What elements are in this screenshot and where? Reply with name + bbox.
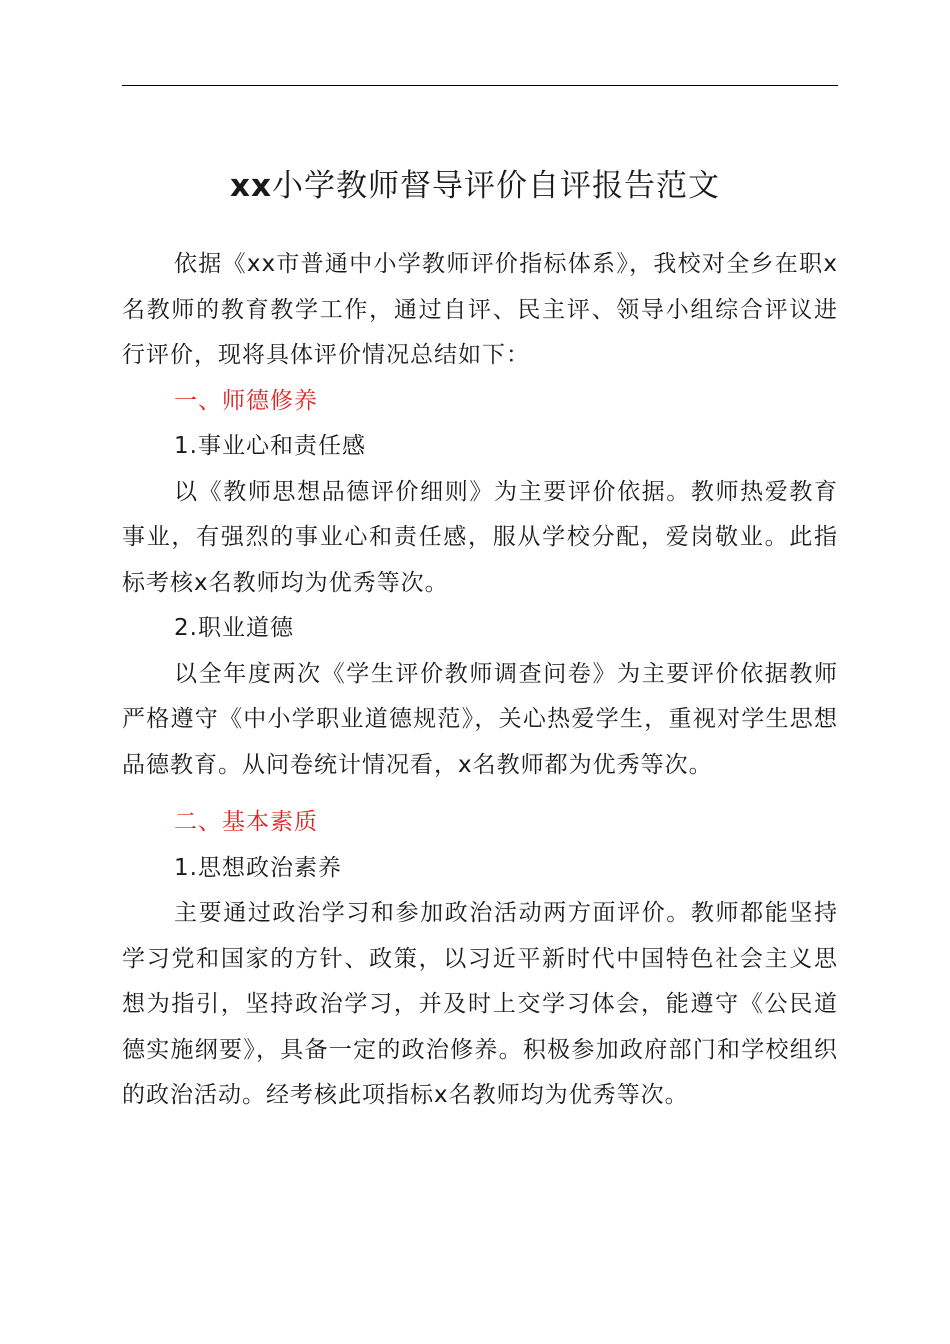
document-body <box>122 242 838 1119</box>
subsection-heading-1-2: 2.职业道德 <box>174 615 294 641</box>
paragraph-1-1: 以《教师思想品德评价细则》为主要评价依据。教师热爱教育事业，有强烈的事业心和责任感，服从学校分配，爱岗敬业。此指标考核x名教师均为优秀等次。 <box>122 478 838 596</box>
intro-paragraph: 依据《xx市普通中小学教师评价指标体系》，我校对全乡在职x名教师的教育教学工作，通过自评、民主评、领导小组综合评议进行评价，现将具体评价情况总结如下： <box>122 251 838 368</box>
title-prefix: xx <box>230 168 272 204</box>
paragraph-1-2: 以全年度两次《学生评价教师调查问卷》为主要评价依据教师严格遵守《中小学职业道德规范》，关心热爱学生，重视对学生思想品德教育。从问卷统计情况看，x名教师都为优秀等次。 <box>122 660 838 778</box>
subsection-heading-2-1: 1.思想政治素养 <box>174 854 342 881</box>
header-rule <box>122 85 838 86</box>
document-title <box>0 160 950 212</box>
paragraph-2-1: 主要通过政治学习和参加政治活动两方面评价。教师都能坚持学习党和国家的方针、政策，以习近平新时代中国特色社会主义思想为指引，坚持政治学习，并及时上交学习体会，能遵守《公民道德实施纲要》，具备一定的政治修养。积极参加政府部门和学校组织的政治活动。经考核此项指标x名教师均为优秀等次。 <box>122 900 838 1108</box>
section-heading-2: 二、基本素质 <box>174 809 318 835</box>
title-text: 小学教师督导评价自评报告范文 <box>272 168 720 204</box>
section-heading-1: 一、师德修养 <box>174 387 318 414</box>
section-spacer <box>122 788 838 800</box>
subsection-heading-1-1: 1.事业心和责任感 <box>174 433 366 459</box>
